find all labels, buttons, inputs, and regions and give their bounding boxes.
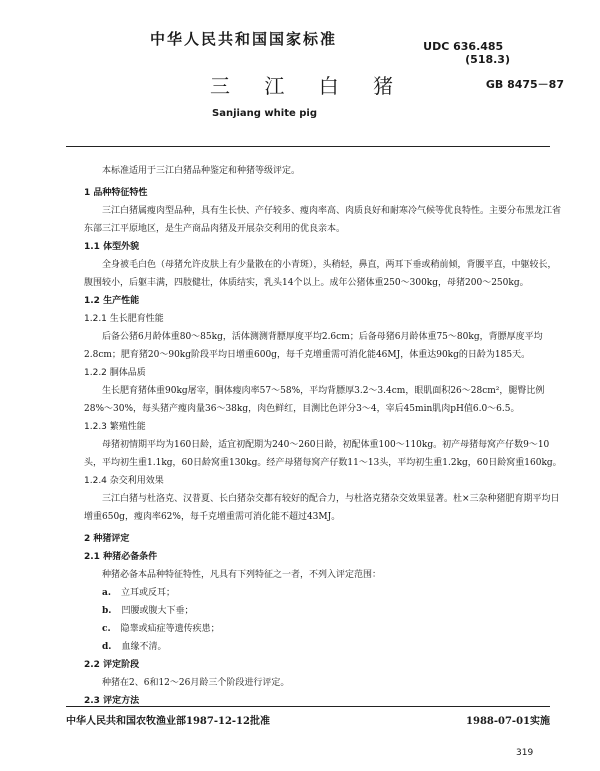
- section-1-2-2-paragraph: 生长肥育猪体重90kg屠宰，胴体瘦肉率57～58%，平均背膘厚3.2～3.4cm，眼肌面积26～28cm²，腿臀比例28%～30%，每头猪产瘦肉量36～38kg，肉色鲜红，目测比色评分3～4，宰后45min肌肉pH值6.0～6.5。: [84, 386, 545, 414]
- section-2-1-heading: 2.1 种猪必备条件: [84, 552, 158, 562]
- section-1-2-3-paragraph: 母猪初情期平均为160日龄，适宜初配期为240～260日龄，初配体重100～110kg。初产母猪每窝产仔数9～10头，平均初生重1.1kg，60日龄窝重130kg。经产母猪每窝产仔数11～13头，平均初生重1.2kg，60日龄窝重160kg。: [84, 440, 562, 468]
- section-2-1-paragraph: 种猪必备本品种特征特性，凡具有下列特征之一者，不列入评定范围：: [102, 570, 382, 580]
- udc-number: UDC 636.485: [423, 40, 504, 53]
- section-1-1-heading: 1.1 体型外貌: [84, 242, 140, 252]
- section-1-heading: 1 品种特征特性: [84, 188, 148, 198]
- udc-sub: (518.3): [465, 53, 510, 66]
- list-item: c. 隐睾或疝症等遗传疾患；: [102, 624, 220, 634]
- bottom-rule: [66, 706, 550, 707]
- section-2-heading: 2 种猪评定: [84, 534, 130, 544]
- intro-paragraph: 本标准适用于三江白猪品种鉴定和种猪等级评定。: [102, 166, 301, 176]
- list-item: b. 凹腰或腹大下垂；: [102, 606, 194, 616]
- section-1-2-1-heading: 1.2.1 生长肥育性能: [84, 314, 164, 324]
- section-1-paragraph: 三江白猪属瘦肉型品种，具有生长快、产仔较多、瘦肉率高、肉质良好和耐寒冷气候等优良特性。主要分布黑龙江省东部三江平原地区，是生产商品肉猪及开展杂交利用的优良亲本。: [84, 206, 562, 234]
- effective-date: 1988-07-01实施: [466, 716, 550, 727]
- udc-code: [423, 40, 510, 66]
- section-1-2-1-paragraph: 后备公猪6月龄体重80～85kg，活体测测背膘厚度平均2.6cm；后备母猪6月龄体重75～80kg，背膘厚度平均2.8cm；肥育猪20～90kg阶段平均日增重600g，每千克增重需可消化能46MJ，体重达90kg的日龄为185天。: [84, 332, 543, 360]
- section-1-2-4-paragraph: 三江白猪与杜洛克、汉普夏、长白猪杂交都有较好的配合力，与杜洛克猪杂交效果显著。杜×三杂种猪肥育期平均日增重650g，瘦肉率62%，每千克增重需可消化能不超过43MJ。: [84, 494, 560, 522]
- section-2-2-heading: 2.2 评定阶段: [84, 660, 140, 670]
- section-1-2-4-heading: 1.2.4 杂交利用效果: [84, 476, 164, 486]
- gb-code: GB 8475－87: [485, 78, 564, 91]
- list-item: d. 血缘不清。: [102, 642, 167, 652]
- document-title: 三 江 白 猪: [210, 74, 408, 98]
- top-rule: [66, 146, 550, 147]
- section-1-2-3-heading: 1.2.3 繁殖性能: [84, 422, 146, 432]
- document-body: [84, 162, 562, 710]
- page-number: 319: [516, 748, 534, 758]
- approval-line: 中华人民共和国农牧渔业部1987-12-12批准: [66, 716, 270, 727]
- section-1-1-paragraph: 全身被毛白色（母猪允许皮肤上有少量散在的小青斑），头稍轻，鼻直，两耳下垂或稍前倾，背腰平直，中躯较长，腹围较小，后躯丰满，四肢健壮，体质结实，乳头14个以上。成年公猪体重250～300kg，母猪200～250kg。: [84, 260, 557, 288]
- section-2-2-paragraph: 种猪在2、6和12～26月龄三个阶段进行评定。: [102, 678, 290, 688]
- standard-name: 中华人民共和国国家标准: [150, 30, 338, 48]
- section-1-2-2-heading: 1.2.2 胴体品质: [84, 368, 146, 378]
- section-2-3-heading: 2.3 评定方法: [84, 696, 140, 706]
- document-title-en: Sanjiang white pig: [212, 108, 318, 119]
- section-1-2-heading: 1.2 生产性能: [84, 296, 140, 306]
- list-item: a. 立耳或反耳；: [102, 588, 175, 598]
